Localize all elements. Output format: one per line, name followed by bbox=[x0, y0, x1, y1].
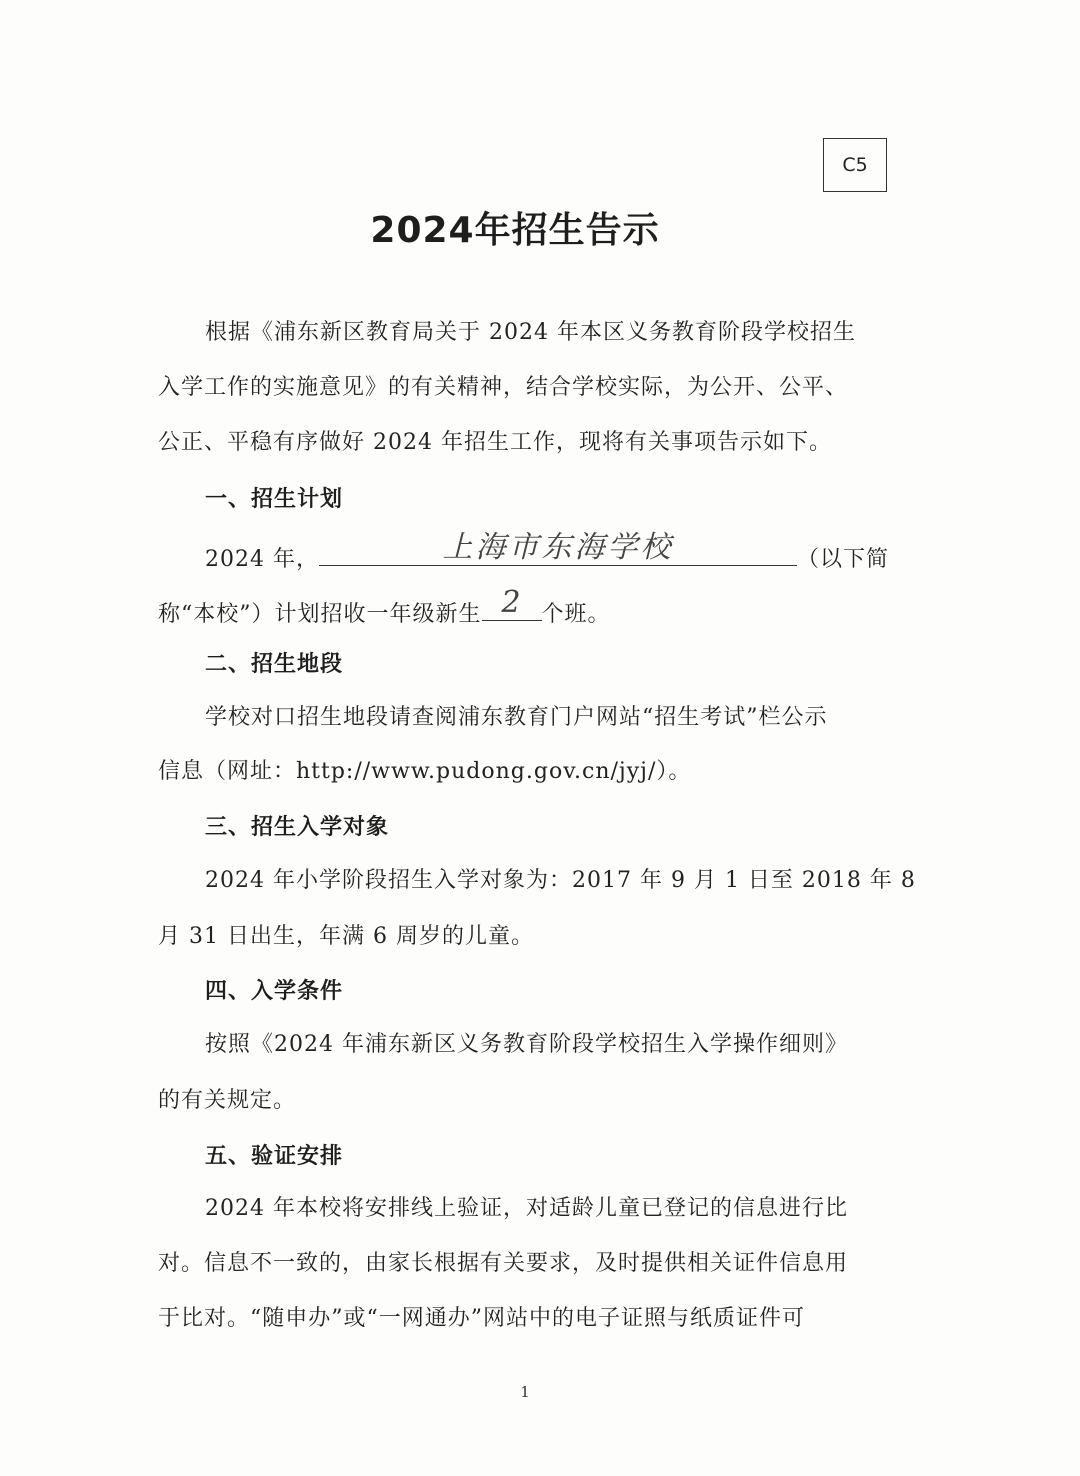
plan-line-1 bbox=[205, 530, 889, 575]
verification-line-2: 对。信息不一致的，由家长根据有关要求，及时提供相关证件信息用 bbox=[158, 1251, 849, 1276]
intro-line-3: 公正、平稳有序做好 2024 年招生工作，现将有关事项告示如下。 bbox=[158, 430, 832, 455]
school-name-handwritten: 上海市东海学校 bbox=[442, 530, 674, 565]
eligibility-line-1: 2024 年小学阶段招生入学对象为：2017 年 9 月 1 日至 2018 年 8 bbox=[205, 868, 916, 893]
plan-enrol-text: 称“本校”）计划招收一年级新生 bbox=[158, 602, 482, 627]
plan-class-text: 个班。 bbox=[541, 602, 611, 627]
page-number: 1 bbox=[520, 1383, 530, 1401]
section-heading-district: 二、招生地段 bbox=[205, 652, 344, 677]
conditions-line-2: 的有关规定。 bbox=[158, 1088, 297, 1113]
section-heading-eligibility: 三、招生入学对象 bbox=[205, 815, 390, 840]
document-code-box: C5 bbox=[823, 138, 887, 192]
section-heading-verification: 五、验证安排 bbox=[205, 1144, 344, 1169]
class-count-handwritten: 2 bbox=[501, 585, 522, 620]
verification-line-3: 于比对。“随申办”或“一网通办”网站中的电子证照与纸质证件可 bbox=[158, 1306, 805, 1331]
plan-abbrev-text: （以下简 bbox=[796, 547, 889, 572]
conditions-line-1: 按照《2024 年浦东新区义务教育阶段学校招生入学操作细则》 bbox=[205, 1032, 848, 1057]
plan-year-text: 2024 年， bbox=[205, 547, 319, 572]
intro-line-2: 入学工作的实施意见》的有关精神，结合学校实际，为公开、公平、 bbox=[158, 375, 849, 400]
plan-line-2 bbox=[158, 585, 611, 630]
school-name-blank bbox=[319, 530, 797, 566]
section-heading-conditions: 四、入学条件 bbox=[205, 979, 344, 1004]
eligibility-line-2: 月 31 日出生，年满 6 周岁的儿童。 bbox=[158, 924, 534, 949]
intro-line-1: 根据《浦东新区教育局关于 2024 年本区义务教育阶段学校招生 bbox=[205, 320, 856, 345]
verification-line-1: 2024 年本校将安排线上验证，对适龄儿童已登记的信息进行比 bbox=[205, 1196, 848, 1221]
section-heading-plan: 一、招生计划 bbox=[205, 487, 344, 512]
class-count-blank bbox=[482, 585, 542, 621]
district-line-1: 学校对口招生地段请查阅浦东教育门户网站“招生考试”栏公示 bbox=[205, 705, 828, 730]
district-line-2: 信息（网址：http://www.pudong.gov.cn/jyj/）。 bbox=[158, 759, 692, 784]
document-title: 2024年招生告示 bbox=[370, 210, 660, 251]
